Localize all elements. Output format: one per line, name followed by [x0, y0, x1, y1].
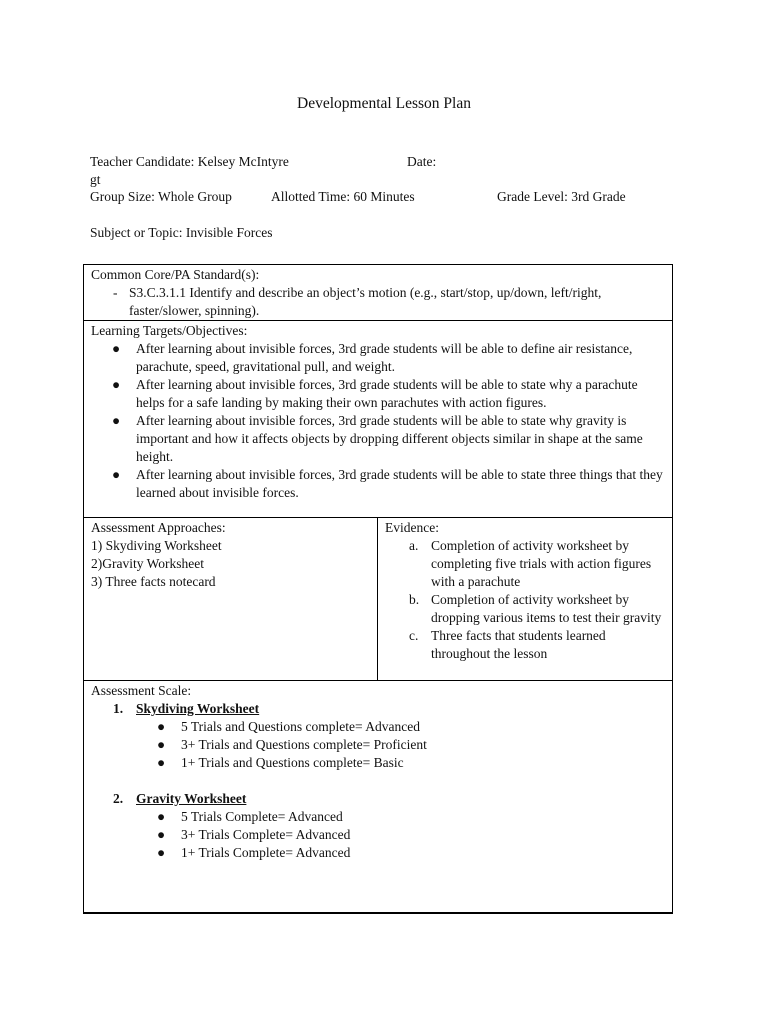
evidence-item [385, 627, 665, 663]
scale-heading: Assessment Scale: [91, 683, 192, 698]
allotted-time: Allotted Time: 60 Minutes [271, 189, 415, 204]
standard-item [91, 284, 665, 320]
scale-item [91, 736, 665, 754]
objectives-cell [84, 321, 673, 518]
page-title: Developmental Lesson Plan [297, 95, 471, 112]
evidence-cell [378, 518, 673, 681]
scale-item [91, 754, 665, 772]
standards-cell [84, 265, 673, 321]
evidence-marker: c. [409, 628, 419, 643]
standards-heading: Common Core/PA Standard(s): [91, 267, 260, 282]
objective-item [91, 376, 665, 412]
assessment-heading: Assessment Approaches: [91, 520, 226, 535]
objective-text: After learning about invisible forces, 3rd grade students will be able to state why a parachute helps for a safe landing by making their own parachutes with action figures. [136, 377, 638, 410]
standards-row [84, 265, 673, 321]
teacher-candidate: Teacher Candidate: Kelsey McIntyre [90, 154, 289, 169]
dash-marker: - [113, 285, 118, 300]
evidence-text: Three facts that students learned throughout the lesson [431, 628, 606, 661]
objective-text: After learning about invisible forces, 3rd grade students will be able to state three things that they learned about invisible forces. [136, 467, 663, 500]
scale-text: 1+ Trials and Questions complete= Basic [181, 755, 404, 770]
assessment-scale-cell [84, 681, 673, 913]
scale-item [91, 844, 665, 862]
scale-text: 5 Trials and Questions complete= Advanced [181, 719, 420, 734]
bullet-marker: ● [112, 467, 121, 482]
evidence-item [385, 537, 665, 591]
assessment-item: 1) Skydiving Worksheet [91, 538, 222, 553]
assessment-approaches-cell [84, 518, 378, 681]
subject-topic: Subject or Topic: Invisible Forces [90, 225, 273, 240]
assessment-item: 2)Gravity Worksheet [91, 556, 205, 571]
objective-text: After learning about invisible forces, 3rd grade students will be able to define air resistance, parachute, speed, gravitational pull, and weight. [136, 341, 633, 374]
bullet-marker: ● [157, 827, 166, 842]
spacer [91, 772, 665, 790]
group-size: Group Size: Whole Group [90, 189, 232, 204]
objective-item [91, 466, 665, 502]
bullet-marker: ● [157, 719, 166, 734]
section-number: 1. [113, 701, 124, 716]
scale-item [91, 808, 665, 826]
evidence-item [385, 591, 665, 627]
standards-list [91, 284, 665, 320]
date-label: Date: [407, 154, 437, 169]
bullet-marker: ● [112, 377, 121, 392]
evidence-marker: a. [409, 538, 419, 553]
evidence-marker: b. [409, 592, 420, 607]
scale-section-heading [91, 700, 665, 718]
evidence-list [385, 537, 665, 663]
scale-text: 3+ Trials Complete= Advanced [181, 827, 351, 842]
objectives-row [84, 321, 673, 518]
assessment-row [84, 518, 673, 681]
gt-text: gt [90, 172, 101, 187]
section-number: 2. [113, 791, 124, 806]
evidence-text: Completion of activity worksheet by completing five trials with action figures with a parachute [431, 538, 652, 589]
objective-text: After learning about invisible forces, 3rd grade students will be able to state why gravity is important and how it affects objects by dropping different objects similar in shape at the same height. [136, 413, 643, 464]
grade-level: Grade Level: 3rd Grade [497, 189, 626, 204]
bullet-marker: ● [112, 341, 121, 356]
scale-text: 5 Trials Complete= Advanced [181, 809, 343, 824]
bullet-marker: ● [157, 809, 166, 824]
section-title: Skydiving Worksheet [136, 701, 260, 716]
objective-item [91, 412, 665, 466]
assessment-item: 3) Three facts notecard [91, 574, 216, 589]
bullet-marker: ● [157, 737, 166, 752]
bullet-marker: ● [157, 845, 166, 860]
bullet-marker: ● [157, 755, 166, 770]
scale-list [91, 718, 665, 772]
section-title: Gravity Worksheet [136, 791, 247, 806]
standard-text: S3.C.3.1.1 Identify and describe an object’s motion (e.g., start/stop, up/down, left/right, faster/slower, spinning). [129, 285, 602, 318]
evidence-heading: Evidence: [385, 520, 439, 535]
objective-item [91, 340, 665, 376]
bullet-marker: ● [112, 413, 121, 428]
objectives-heading: Learning Targets/Objectives: [91, 323, 248, 338]
scale-item [91, 826, 665, 844]
scale-list [91, 808, 665, 862]
scale-row [84, 681, 673, 913]
evidence-text: Completion of activity worksheet by dropping various items to test their gravity [431, 592, 662, 625]
objectives-list [91, 340, 665, 502]
scale-item [91, 718, 665, 736]
scale-section-heading [91, 790, 665, 808]
scale-text: 3+ Trials and Questions complete= Proficient [181, 737, 427, 752]
scale-text: 1+ Trials Complete= Advanced [181, 845, 351, 860]
lesson-plan-table [83, 264, 673, 914]
